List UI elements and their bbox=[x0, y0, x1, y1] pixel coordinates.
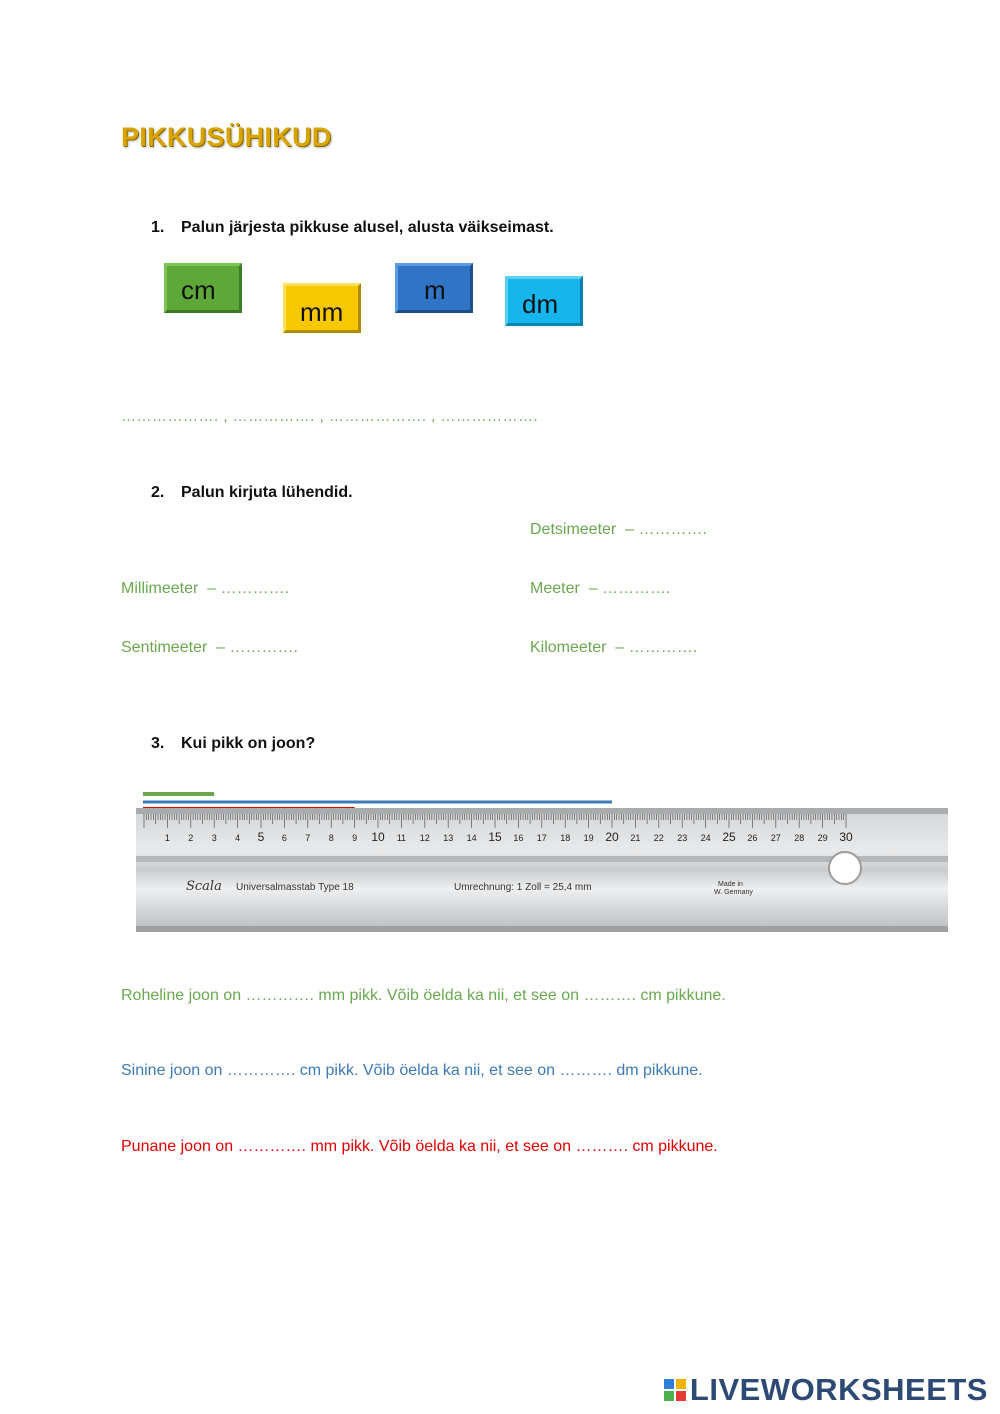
green-line-sentence[interactable]: Roheline joon on …………. mm pikk. Võib öelda ka nii, et see on ………. cm pikkune. bbox=[121, 987, 726, 1004]
ruler-tick-label: 15 bbox=[488, 830, 502, 844]
ruler-country: W. Germany bbox=[714, 889, 753, 896]
ruler-tick-label: 8 bbox=[328, 833, 334, 843]
ruler-tick-label: 2 bbox=[188, 833, 194, 843]
ruler-tick-label: 13 bbox=[443, 833, 454, 843]
ruler-tick-label: 30 bbox=[839, 830, 853, 844]
ruler-hole bbox=[829, 852, 861, 884]
ruler-tick-label: 25 bbox=[722, 830, 736, 844]
question-1-text: Palun järjesta pikkuse alusel, alusta väikseimast. bbox=[181, 219, 554, 236]
abbr-sentimeeter bbox=[121, 639, 298, 657]
abbr-term: Millimeeter bbox=[121, 580, 199, 597]
ruler-tick-label: 19 bbox=[583, 833, 594, 843]
ruler-made-in: Made in bbox=[718, 881, 743, 888]
abbr-blank[interactable]: – …………. bbox=[216, 639, 298, 656]
ruler-tick-label: 7 bbox=[305, 833, 311, 843]
ruler-tick-label: 11 bbox=[396, 833, 407, 843]
ruler-tick-label: 24 bbox=[700, 833, 711, 843]
ruler-tick-label: 10 bbox=[371, 830, 385, 844]
question-3 bbox=[151, 735, 315, 753]
ruler-tick-label: 20 bbox=[605, 830, 619, 844]
ruler-tick-label: 27 bbox=[770, 833, 781, 843]
logo-text: LIVEWORKSHEETS bbox=[689, 1372, 988, 1407]
abbr-millimeeter bbox=[121, 580, 289, 598]
logo-icon bbox=[664, 1379, 686, 1401]
ruler-model: Universalmasstab Type 18 bbox=[236, 882, 354, 893]
ruler-tick-label: 18 bbox=[560, 833, 571, 843]
ruler-tick-label: 29 bbox=[817, 833, 828, 843]
abbr-kilomeeter bbox=[530, 639, 697, 657]
ruler-tick-label: 21 bbox=[630, 833, 641, 843]
abbr-blank[interactable]: – …………. bbox=[625, 521, 707, 538]
abbr-blank[interactable]: – …………. bbox=[588, 580, 671, 597]
question-2 bbox=[151, 484, 353, 502]
blue-line-sentence[interactable]: Sinine joon on …………. cm pikk. Võib öelda ka nii, et see on ………. dm pikkune. bbox=[121, 1062, 703, 1079]
ruler-tick-label: 5 bbox=[257, 830, 265, 844]
abbr-term: Meeter bbox=[530, 580, 580, 597]
order-answer-blanks[interactable]: ………………. , ……………. , ………………. , ………………. bbox=[121, 408, 539, 425]
ruler bbox=[136, 808, 948, 932]
ruler-tick-label: 1 bbox=[164, 833, 170, 843]
ruler-tick-label: 6 bbox=[281, 833, 287, 843]
question-3-number: 3. bbox=[151, 735, 165, 752]
question-2-text: Palun kirjuta lühendid. bbox=[181, 484, 353, 501]
ruler-brand: Scala bbox=[186, 879, 222, 894]
question-3-text: Kui pikk on joon? bbox=[181, 735, 316, 752]
ruler-tick-label: 14 bbox=[466, 833, 477, 843]
ruler-conversion: Umrechnung: 1 Zoll = 25,4 mm bbox=[454, 882, 592, 893]
abbr-meeter bbox=[530, 580, 670, 598]
ruler-tick-label: 3 bbox=[211, 833, 217, 843]
abbr-detsimeeter bbox=[530, 521, 707, 539]
ruler-tick-label: 28 bbox=[794, 833, 805, 843]
ruler-tick-label: 23 bbox=[677, 833, 688, 843]
abbr-term: Sentimeeter bbox=[121, 639, 208, 656]
ruler-graphic bbox=[136, 808, 948, 932]
unit-card-cm[interactable]: cm bbox=[164, 263, 242, 313]
ruler-tick-label: 16 bbox=[513, 833, 524, 843]
liveworksheets-logo bbox=[664, 1372, 988, 1408]
ruler-tick-label: 4 bbox=[235, 833, 241, 843]
ruler-tick-label: 22 bbox=[653, 833, 664, 843]
page-title: PIKKUSÜHIKUD bbox=[121, 122, 332, 152]
abbr-term: Kilomeeter bbox=[530, 639, 607, 656]
abbr-blank[interactable]: – …………. bbox=[207, 580, 290, 597]
question-1 bbox=[151, 219, 554, 237]
unit-card-dm[interactable]: dm bbox=[505, 276, 583, 326]
ruler-tick-label: 12 bbox=[419, 833, 430, 843]
question-1-number: 1. bbox=[151, 219, 165, 236]
question-2-number: 2. bbox=[151, 484, 165, 501]
red-line-sentence[interactable]: Punane joon on …………. mm pikk. Võib öelda ka nii, et see on ………. cm pikkune. bbox=[121, 1138, 718, 1155]
abbr-term: Detsimeeter bbox=[530, 521, 617, 538]
ruler-tick-label: 17 bbox=[536, 833, 547, 843]
unit-card-mm[interactable]: mm bbox=[283, 283, 361, 333]
unit-card-m[interactable]: m bbox=[395, 263, 473, 313]
ruler-tick-label: 9 bbox=[352, 833, 358, 843]
ruler-tick-label: 26 bbox=[747, 833, 758, 843]
abbr-blank[interactable]: – …………. bbox=[615, 639, 698, 656]
